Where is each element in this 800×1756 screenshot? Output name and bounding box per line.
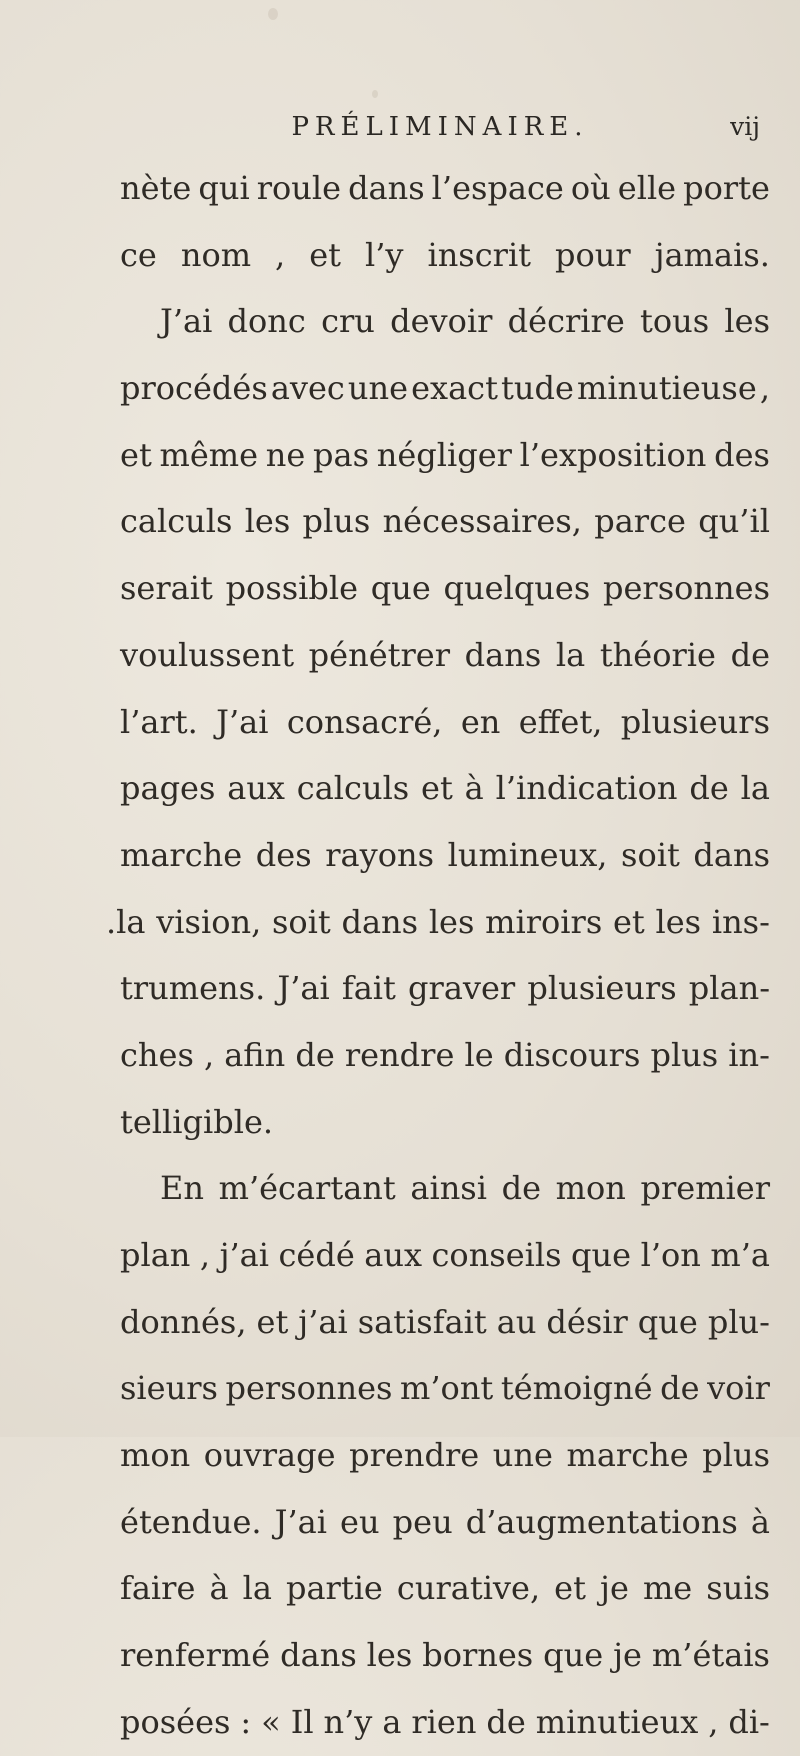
- word: plus: [702, 1436, 770, 1475]
- word: plu-: [707, 1302, 770, 1341]
- word: miroirs: [485, 902, 603, 941]
- word: les: [724, 302, 770, 341]
- word: n’y: [323, 1702, 373, 1741]
- word: nète: [120, 169, 192, 207]
- word: de: [295, 1035, 335, 1074]
- word: plan-: [688, 969, 770, 1008]
- word: ,: [275, 235, 286, 274]
- page-number: vij: [730, 112, 760, 141]
- word: des: [255, 835, 312, 874]
- word: ,: [759, 369, 770, 408]
- word: serait: [120, 569, 213, 608]
- text-line: [120, 1689, 770, 1756]
- word: rien: [411, 1702, 477, 1741]
- word: plusieurs: [527, 969, 677, 1008]
- word: consacré,: [286, 702, 443, 741]
- text-line: [120, 955, 770, 1022]
- word: aux: [364, 1236, 422, 1274]
- paper-stain: [372, 90, 378, 98]
- word: étendue.: [120, 1502, 262, 1541]
- word: in-: [728, 1035, 770, 1074]
- word: afin: [224, 1035, 286, 1074]
- text-line: [120, 1489, 770, 1556]
- word: et: [421, 769, 453, 808]
- word: devoir: [390, 302, 493, 341]
- word: je: [613, 1636, 642, 1675]
- word: que: [543, 1636, 604, 1675]
- word: ,: [199, 1236, 211, 1274]
- word: une: [347, 369, 409, 408]
- text-line: [120, 222, 770, 289]
- word: satisfait: [357, 1302, 487, 1341]
- word: partie: [285, 1569, 383, 1608]
- word: et: [554, 1569, 586, 1608]
- word: exact: [411, 369, 498, 408]
- word: ,: [708, 1702, 719, 1741]
- word: à: [464, 769, 484, 808]
- word: Il: [290, 1702, 314, 1741]
- word: pénétrer: [308, 635, 451, 674]
- word: tude: [501, 369, 574, 408]
- word: graver: [408, 969, 516, 1008]
- word: nom: [180, 235, 252, 274]
- word: plus: [302, 502, 371, 541]
- word: ches: [120, 1035, 194, 1074]
- word: donnés,: [120, 1302, 247, 1341]
- word: fait: [341, 969, 396, 1008]
- word: renfermé: [120, 1636, 271, 1675]
- text-line: [120, 1555, 770, 1622]
- word: minutieux: [535, 1702, 699, 1741]
- word: les: [428, 902, 475, 941]
- text-line: [120, 288, 770, 355]
- word: posées: [120, 1702, 231, 1741]
- text-line: [120, 422, 770, 489]
- word: qu’il: [698, 502, 770, 541]
- word: personnes: [225, 1369, 393, 1408]
- word: plusieurs: [620, 702, 770, 741]
- word: plan: [120, 1236, 191, 1274]
- text-line: [120, 755, 770, 822]
- text-line: [120, 1022, 770, 1089]
- word: aux: [227, 769, 285, 808]
- word: roule: [256, 169, 342, 207]
- word: que: [571, 1236, 632, 1274]
- word: pour: [555, 235, 631, 274]
- running-title: PRÉLIMINAIRE.: [291, 112, 589, 142]
- word: marche: [566, 1436, 689, 1475]
- word: la: [242, 1569, 272, 1608]
- word: soit: [621, 835, 680, 874]
- word: possible: [225, 569, 359, 608]
- word: sieurs: [120, 1369, 218, 1408]
- word: donc: [227, 302, 306, 341]
- word: de: [730, 635, 770, 674]
- word: dans: [341, 902, 419, 941]
- word: la: [740, 769, 770, 808]
- word: une: [492, 1436, 553, 1475]
- word: faire: [120, 1569, 196, 1608]
- word: premier: [640, 1169, 770, 1208]
- word: minutieuse: [576, 369, 757, 408]
- word: m’écartant: [218, 1169, 396, 1208]
- text-line: [120, 1289, 770, 1356]
- word: les: [366, 1636, 413, 1675]
- word: «: [261, 1702, 281, 1741]
- text-line: [120, 1422, 770, 1489]
- word: même: [159, 435, 259, 474]
- word: suis: [706, 1569, 770, 1608]
- text-line: [120, 689, 770, 756]
- word: j’ai: [298, 1302, 348, 1341]
- word: quelques: [443, 569, 591, 608]
- word: négliger: [376, 435, 512, 474]
- word: nécessaires,: [382, 502, 582, 541]
- text-line: [120, 488, 770, 555]
- text-line: [120, 1155, 770, 1222]
- word: elle: [617, 169, 677, 207]
- word: J’ai: [216, 702, 269, 741]
- word: inscrit: [427, 235, 532, 274]
- word: tous: [640, 302, 710, 341]
- word: désir: [546, 1302, 628, 1341]
- word: voir: [707, 1369, 770, 1408]
- word: les: [244, 502, 291, 541]
- word: la: [555, 635, 586, 674]
- word: rendre: [344, 1035, 455, 1074]
- text-line: [120, 355, 770, 422]
- word: ne: [265, 435, 306, 474]
- word: de: [660, 1369, 700, 1408]
- text-line: [120, 1355, 770, 1422]
- word: le: [464, 1035, 494, 1074]
- word: où: [570, 169, 611, 207]
- word: à: [209, 1569, 229, 1608]
- word: J’ai: [277, 969, 330, 1008]
- word: pages: [120, 769, 216, 808]
- word: à: [750, 1502, 770, 1541]
- word: soit: [271, 902, 331, 941]
- word: et: [256, 1302, 289, 1341]
- text-line: [120, 1222, 770, 1289]
- word: J’ai: [160, 302, 213, 341]
- word: que: [370, 569, 431, 608]
- word: prendre: [349, 1436, 480, 1475]
- word: ins-: [711, 902, 770, 941]
- word: au: [496, 1302, 537, 1341]
- word: bornes: [422, 1636, 534, 1675]
- word: dans: [464, 635, 542, 674]
- word: que: [637, 1302, 698, 1341]
- word: témoigné: [500, 1369, 653, 1408]
- word: me: [642, 1569, 693, 1608]
- word: ce: [120, 235, 157, 274]
- word: ,: [203, 1035, 215, 1074]
- word: curative,: [396, 1569, 541, 1608]
- word: et: [612, 902, 645, 941]
- word: rayons: [325, 835, 434, 874]
- word: l’indication: [495, 769, 678, 808]
- word: mon: [120, 1436, 191, 1475]
- text-line: [120, 822, 770, 889]
- word: dans: [348, 169, 425, 207]
- word: m’a: [710, 1236, 770, 1274]
- word: des: [714, 435, 770, 474]
- paper-stain: [268, 8, 278, 20]
- word: l’art.: [120, 702, 198, 741]
- word: m’ont: [400, 1369, 494, 1408]
- word: l’espace: [431, 169, 564, 207]
- word: de: [689, 769, 729, 808]
- word: m’étais: [651, 1636, 770, 1675]
- word: j’ai: [219, 1236, 269, 1274]
- word: cédé: [278, 1236, 355, 1274]
- word: en: [460, 702, 501, 741]
- word: qui: [198, 169, 250, 207]
- word: ainsi: [410, 1169, 487, 1208]
- word: d’augmentations: [465, 1502, 738, 1541]
- word: procédés: [120, 369, 268, 408]
- text-line: [120, 1089, 770, 1156]
- running-head: [120, 112, 760, 152]
- text-line: [120, 622, 770, 689]
- word: décrire: [507, 302, 625, 341]
- word: mon: [555, 1169, 626, 1208]
- word: les: [655, 902, 702, 941]
- word: jamais.: [654, 235, 770, 274]
- word: peu: [392, 1502, 453, 1541]
- word: calculs: [120, 502, 233, 541]
- word: lumineux,: [447, 835, 608, 874]
- word: cru: [321, 302, 375, 341]
- body-text: [106, 155, 770, 1756]
- text-line: [120, 555, 770, 622]
- word: théorie: [599, 635, 716, 674]
- word: effet,: [518, 702, 603, 741]
- word: de: [501, 1169, 541, 1208]
- word: et: [120, 435, 152, 474]
- word: .la: [106, 902, 146, 941]
- word: marche: [120, 835, 243, 874]
- word: a: [382, 1702, 402, 1741]
- word: En: [160, 1169, 204, 1208]
- word: calculs: [296, 769, 410, 808]
- word: dans: [280, 1636, 357, 1675]
- word: ouvrage: [203, 1436, 336, 1475]
- word: l’exposition: [519, 435, 707, 474]
- word: et: [309, 235, 341, 274]
- word: parce: [594, 502, 686, 541]
- word: di-: [728, 1702, 770, 1741]
- word: discours: [503, 1035, 641, 1074]
- word: conseils: [431, 1236, 562, 1274]
- word: personnes: [603, 569, 770, 608]
- word: plus: [650, 1035, 719, 1074]
- word: l’on: [640, 1236, 701, 1274]
- word: eu: [340, 1502, 380, 1541]
- text-line: [120, 155, 770, 222]
- word: voulussent: [120, 635, 295, 674]
- word: porte: [683, 169, 770, 207]
- word: J’ai: [274, 1502, 327, 1541]
- word: trumens.: [120, 969, 266, 1008]
- word: vision,: [156, 902, 262, 941]
- word: l’y: [364, 235, 404, 274]
- word: avec: [270, 369, 345, 408]
- word: je: [600, 1569, 629, 1608]
- word: :: [240, 1702, 252, 1741]
- text-line: [106, 889, 770, 956]
- word: telligible.: [120, 1102, 274, 1141]
- text-line: [120, 1622, 770, 1689]
- word: pas: [313, 435, 369, 474]
- word: de: [486, 1702, 526, 1741]
- word: dans: [693, 835, 770, 874]
